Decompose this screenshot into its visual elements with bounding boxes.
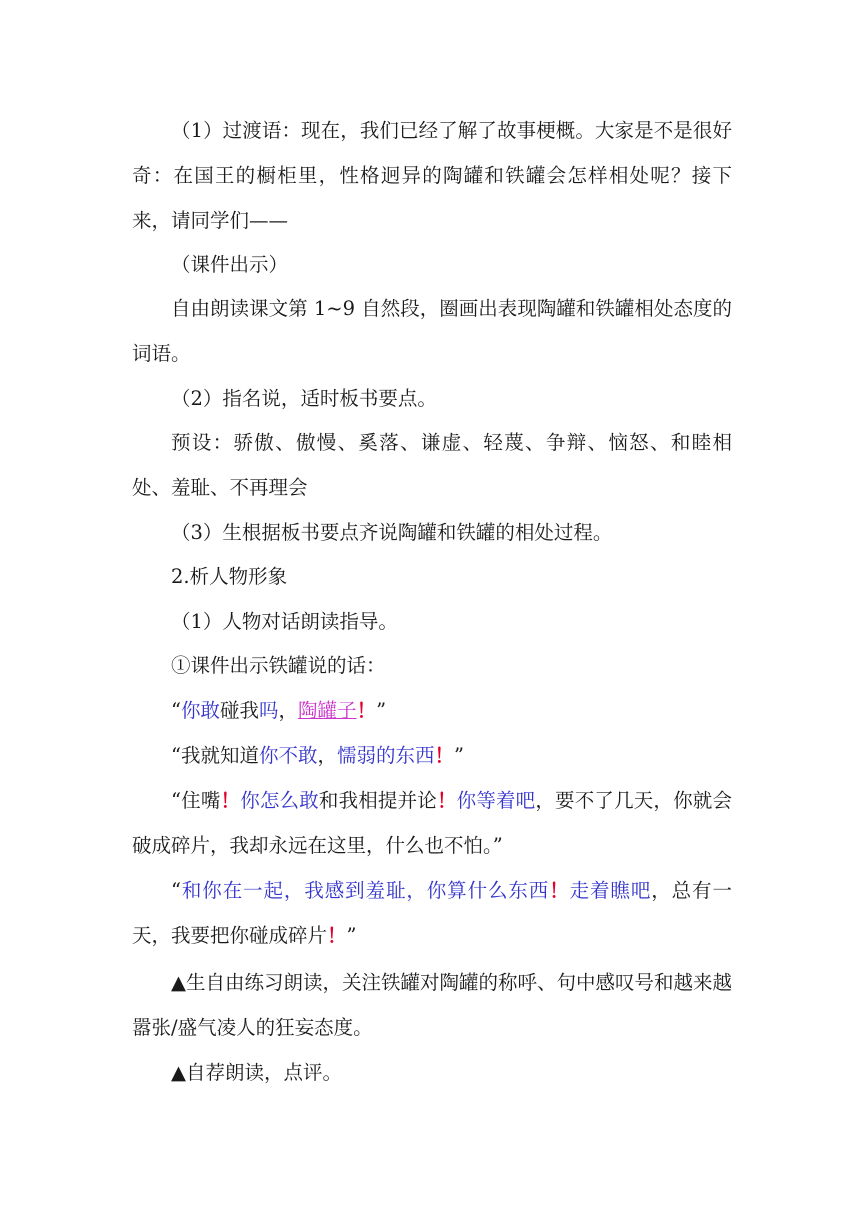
exclamation-mark: ！ xyxy=(220,789,241,812)
paragraph-dialogue-guidance: （1）人物对话朗读指导。 xyxy=(171,610,398,633)
exclamation-mark: ！ xyxy=(434,744,455,767)
paragraph-transition: （1）过渡语：现在，我们已经了解了故事梗概。大家是不是很好奇：在国王的橱柜里，性格迥异的陶罐和铁罐会怎样相处呢？接下来，请同学们—— xyxy=(132,119,732,232)
exclamation-mark: ！ xyxy=(436,789,457,812)
plain-text: ，总有一天，我要把你碰成碎片 xyxy=(132,879,732,947)
paragraph-self-recommend: ▲自荐朗读，点评。 xyxy=(171,1061,342,1084)
quote-mark: ” xyxy=(346,924,357,947)
exclamation-mark: ！ xyxy=(356,699,377,722)
quote-mark: ” xyxy=(454,744,465,767)
paragraph-preset-words: 预设：骄傲、傲慢、奚落、谦虚、轻蔑、争辩、恼怒、和睦相处、羞耻、不再理会 xyxy=(132,431,732,499)
quote-2 xyxy=(132,733,732,778)
paragraph-free-reading: 自由朗读课文第 1~9 自然段，圈画出表现陶罐和铁罐相处态度的词语。 xyxy=(132,297,732,365)
quote-mark: “ xyxy=(171,879,181,902)
plain-text: 碰我 xyxy=(220,699,260,722)
plain-text: ， xyxy=(278,699,299,722)
section-heading-character-analysis: 2.析人物形象 xyxy=(171,565,288,588)
emphasis-text: 吗 xyxy=(259,699,279,722)
emphasis-text: 懦弱的东西 xyxy=(337,744,435,767)
plain-text: 和我相提并论 xyxy=(318,789,437,812)
emphasis-text: 你怎么敢 xyxy=(240,789,319,812)
paragraph-practice-reading: ▲生自由练习朗读，关注铁罐对陶罐的称呼、句中感叹号和越来越嚣张/盛气凌人的狂妄态度。 xyxy=(132,971,732,1039)
plain-text: ，要不了几天，你就会破成碎片，我却永远在这里，什么也不怕。” xyxy=(132,789,732,857)
exclamation-mark: ！ xyxy=(327,924,347,947)
quote-1 xyxy=(132,688,732,733)
quote-4 xyxy=(132,868,732,958)
emphasis-text: 你敢 xyxy=(180,699,220,722)
emphasis-text: 你不敢 xyxy=(258,744,318,767)
paragraph-retell: （3）生根据板书要点齐说陶罐和铁罐的相处过程。 xyxy=(171,521,613,544)
emphasis-text: 你等着吧 xyxy=(456,789,536,812)
plain-text: “我就知道 xyxy=(171,744,259,767)
emphasis-text: 和你在一起，我感到羞耻，你算什么东西 xyxy=(180,879,550,902)
plain-text: ， xyxy=(317,744,338,767)
paragraph-courseware-show: （课件出示） xyxy=(171,253,289,276)
plain-text: “住嘴 xyxy=(171,789,221,812)
quote-mark: ” xyxy=(376,699,387,722)
paragraph-name-say: （2）指名说，适时板书要点。 xyxy=(171,387,437,410)
exclamation-mark: ！ xyxy=(549,879,570,902)
emphasis-text: 走着瞧吧 xyxy=(569,879,652,902)
quote-3 xyxy=(132,778,732,868)
quote-mark: “ xyxy=(171,699,181,722)
address-term: 陶罐子 xyxy=(298,699,357,722)
paragraph-iron-pot-words: ①课件出示铁罐说的话： xyxy=(171,654,386,677)
